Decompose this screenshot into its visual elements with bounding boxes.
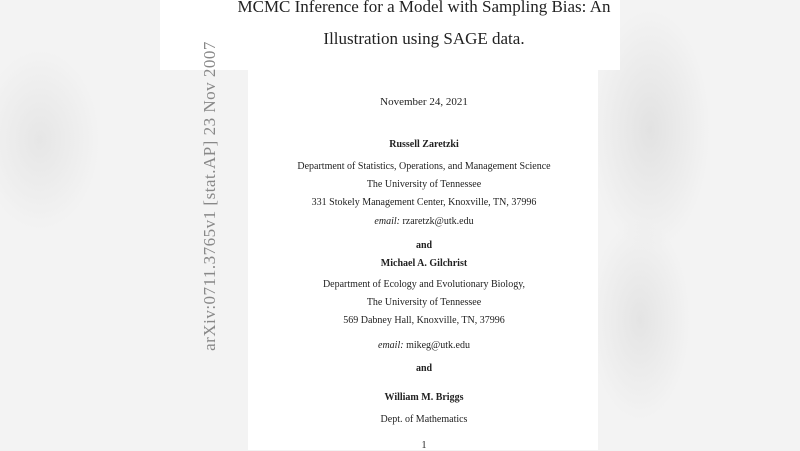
- affiliation: 569 Dabney Hall, Knoxville, TN, 37996: [343, 315, 505, 326]
- and-separator: and: [415, 363, 433, 374]
- affiliation: Department of Statistics, Operations, and Management Science: [297, 161, 551, 172]
- page-number: 1: [421, 440, 427, 451]
- title-line-1: MCMC Inference for a Model with Sampling Bias: An: [237, 0, 611, 16]
- author-name: Russell Zaretzki: [389, 139, 459, 150]
- email-line: [224, 216, 624, 227]
- email-address: rzaretzk@utk.edu: [402, 216, 474, 227]
- affiliation: 331 Stokely Management Center, Knoxville, TN, 37996: [311, 197, 537, 208]
- author-name: William M. Briggs: [384, 392, 464, 403]
- email-label: email:: [378, 340, 404, 351]
- email-label: email:: [374, 216, 400, 227]
- date: November 24, 2021: [380, 96, 468, 108]
- and-separator: and: [415, 240, 433, 251]
- email-line: [224, 340, 624, 351]
- affiliation: Dept. of Mathematics: [380, 414, 468, 425]
- affiliation: The University of Tennessee: [366, 179, 482, 190]
- email-address: mikeg@utk.edu: [406, 340, 470, 351]
- arxiv-stamp: arXiv:0711.3765v1 [stat.AP] 23 Nov 2007: [200, 41, 219, 351]
- author-name: Michael A. Gilchrist: [380, 258, 468, 269]
- affiliation: Department of Ecology and Evolutionary Biology,: [322, 279, 526, 290]
- title-line-2: Illustration using SAGE data.: [323, 29, 525, 48]
- affiliation: The University of Tennessee: [366, 297, 482, 308]
